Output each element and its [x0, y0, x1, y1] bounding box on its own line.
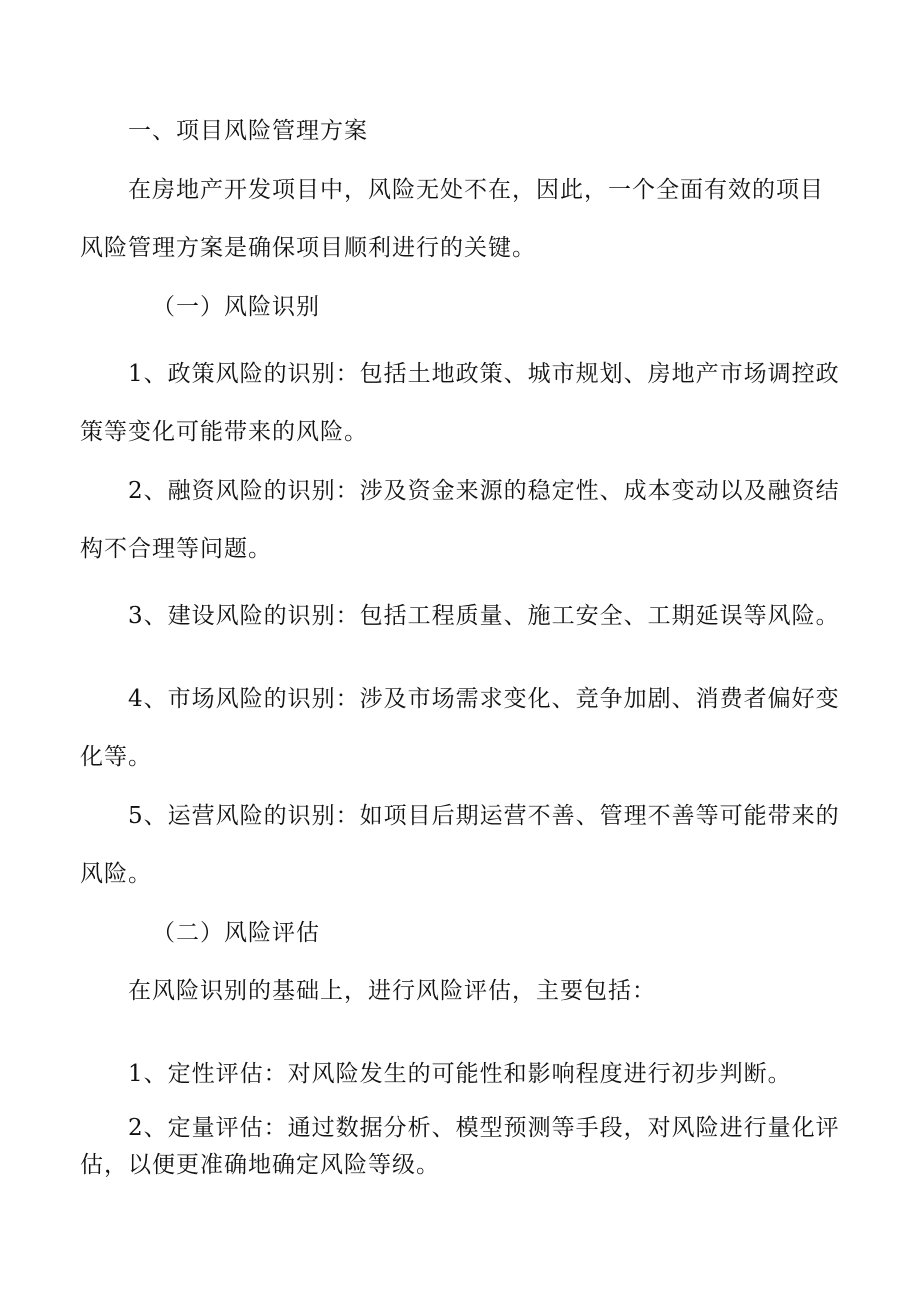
section-title-risk-identification: （一）风险识别 [152, 294, 320, 320]
intro-paragraph: 在房地产开发项目中，风险无处不在，因此，一个全面有效的项目风险管理方案是确保项目顺利进行的关键。 [80, 177, 824, 261]
list-item-market-risk: 4、市场风险的识别：涉及市场需求变化、竞争加剧、消费者偏好变化等。 [80, 686, 840, 770]
heading-risk-management-plan: 一、项目风险管理方案 [128, 118, 368, 144]
list-item-operation-risk: 5、运营风险的识别：如项目后期运营不善、管理不善等可能带来的风险。 [80, 803, 840, 887]
section-title-risk-assessment: （二）风险评估 [152, 920, 320, 946]
list-item-financing-risk: 2、融资风险的识别：涉及资金来源的稳定性、成本变动以及融资结构不合理等问题。 [80, 478, 840, 562]
assessment-intro-paragraph: 在风险识别的基础上，进行风险评估，主要包括： [128, 978, 656, 1004]
list-item-construction-risk: 3、建设风险的识别：包括工程质量、施工安全、工期延误等风险。 [128, 603, 840, 629]
list-item-policy-risk: 1、政策风险的识别：包括土地政策、城市规划、房地产市场调控政策等变化可能带来的风险。 [80, 361, 840, 445]
list-item-qualitative-assessment: 1、定性评估：对风险发生的可能性和影响程度进行初步判断。 [128, 1061, 792, 1087]
list-item-quantitative-assessment: 2、定量评估：通过数据分析、模型预测等手段，对风险进行量化评估，以便更准确地确定风险等级。 [80, 1115, 840, 1178]
